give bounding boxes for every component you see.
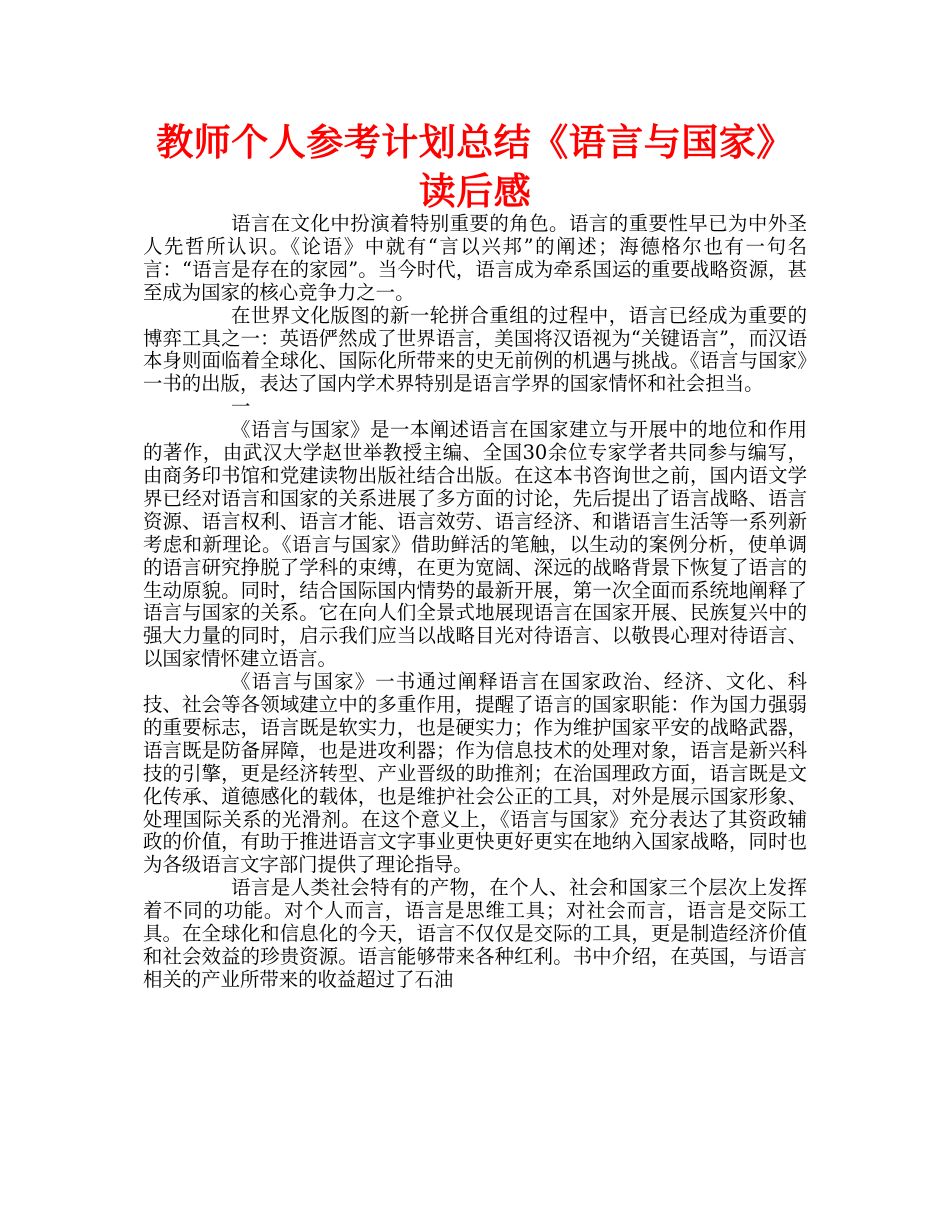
body-paragraph: 在世界文化版图的新一轮拼合重组的过程中，语言已经成为重要的博弈工具之一：英语俨然成了世界语言，美国将汉语视为“关键语言”，而汉语本身则面临着全球化、国际化所带来的史无前例的机遇与挑战。《语言与国家》一书的出版，表达了国内学术界特别是语言学界的国家情怀和社会担当。 bbox=[143, 303, 807, 396]
document-body bbox=[143, 213, 807, 992]
body-paragraph: 《语言与国家》是一本阐述语言在国家建立与开展中的地位和作用的著作，由武汉大学赵世举教授主编、全国30余位专家学者共同参与编写，由商务印书馆和党建读物出版社结合出版。在这本书咨询世之前，国内语文学界已经对语言和国家的关系进展了多方面的讨论，先后提出了语言战略、语言资源、语言权利、语言才能、语言效劳、语言经济、和谐语言生活等一系列新考虑和新理论。《语言与国家》借助鲜活的笔触，以生动的案例分析，使单调的语言研究挣脱了学科的束缚，在更为宽阔、深远的战略背景下恢复了语言的生动原貌。同时，结合国际国内情势的最新开展，第一次全面而系统地阐释了语言与国家的关系。它在向人们全景式地展现语言在国家开展、民族复兴中的强大力量的同时，启示我们应当以战略目光对待语言、以敬畏心理对待语言、以国家情怀建立语言。 bbox=[143, 418, 807, 671]
document-title: 教师个人参考计划总结《语言与国家》读后感 bbox=[156, 121, 794, 213]
body-paragraph: 语言是人类社会特有的产物，在个人、社会和国家三个层次上发挥着不同的功能。对个人而言，语言是思维工具；对社会而言，语言是交际工具。在全球化和信息化的今天，语言不仅仅是交际的工具，更是制造经济价值和社会效益的珍贵资源。语言能够带来各种红利。书中介绍，在英国，与语言相关的产业所带来的收益超过了石油 bbox=[143, 876, 807, 991]
section-marker: 一 bbox=[231, 395, 251, 419]
body-paragraph: 语言在文化中扮演着特别重要的角色。语言的重要性早已为中外圣人先哲所认识。《论语》中就有“言以兴邦”的阐述；海德格尔也有一句名言：“语言是存在的家园”。当今时代，语言成为牵系国运的重要战略资源，甚至成为国家的核心竞争力之一。 bbox=[143, 212, 807, 304]
body-paragraph: 《语言与国家》一书通过阐释语言在国家政治、经济、文化、科技、社会等各领域建立中的多重作用，提醒了语言的国家职能：作为国力强弱的重要标志，语言既是软实力，也是硬实力；作为维护国家平安的战略武器，语言既是防备屏障，也是进攻利器；作为信息技术的处理对象，语言是新兴科技的引擎，更是经济转型、产业晋级的助推剂；在治国理政方面，语言既是文化传承、道德感化的载体，也是维护社会公正的工具，对外是展示国家形象、处理国际关系的光滑剂。在这个意义上，《语言与国家》充分表达了其资政辅政的价值，有助于推进语言文字事业更快更好更实在地纳入国家战略，同时也为各级语言文字部门提供了理论指导。 bbox=[143, 670, 807, 877]
